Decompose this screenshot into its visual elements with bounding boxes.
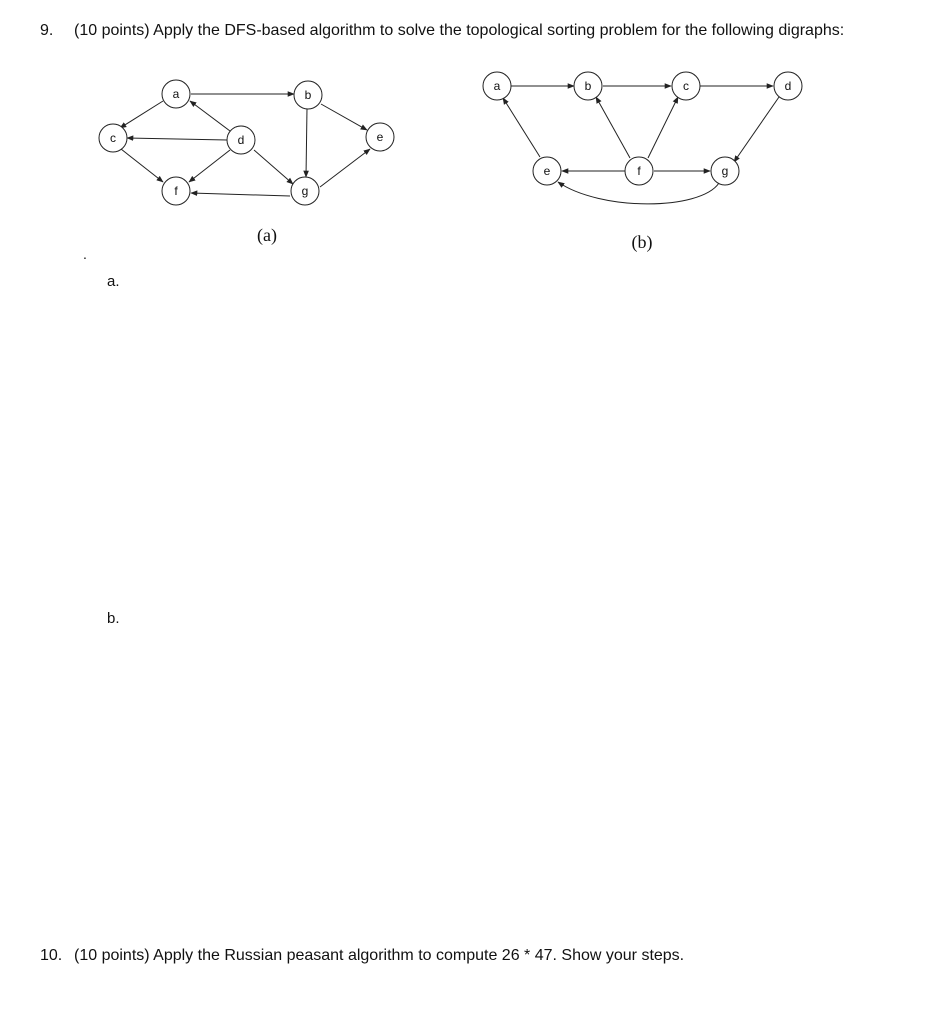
node-b	[574, 72, 602, 100]
edge-f-c	[648, 97, 678, 158]
digraph-a	[90, 70, 420, 250]
node-d	[774, 72, 802, 100]
edge-b-e	[321, 104, 367, 130]
edge-d-g	[734, 97, 779, 162]
svg-text:f: f	[637, 164, 641, 178]
node-f	[625, 157, 653, 185]
svg-text:c: c	[110, 131, 116, 145]
svg-text:e: e	[543, 164, 551, 178]
caption-a: (a)	[257, 225, 277, 245]
node-a	[162, 80, 190, 108]
edge-d-a	[190, 101, 230, 131]
svg-text:b: b	[304, 88, 312, 102]
edge-f-b	[596, 97, 630, 158]
node-c	[672, 72, 700, 100]
node-a	[483, 72, 511, 100]
node-f	[162, 177, 190, 205]
node-b	[294, 81, 322, 109]
edge-a-c	[120, 101, 163, 128]
answer-a-label: a.	[107, 273, 120, 290]
svg-text:a: a	[493, 79, 501, 93]
edge-d-c	[127, 138, 227, 140]
svg-text:g: g	[721, 164, 729, 178]
svg-text:g: g	[301, 184, 309, 198]
edge-d-g	[254, 150, 293, 184]
edge-g-e	[320, 149, 370, 187]
node-d	[227, 126, 255, 154]
stray-bullet: .	[83, 246, 87, 262]
caption-b: (b)	[631, 232, 653, 252]
svg-text:f: f	[174, 184, 178, 198]
question-10	[40, 944, 900, 970]
question-9-number: 9.	[40, 22, 54, 39]
svg-text:c: c	[683, 79, 689, 93]
digraph-b	[470, 66, 820, 256]
edge-d-f	[189, 150, 230, 182]
question-10-number: 10.	[40, 947, 63, 964]
node-c	[99, 124, 127, 152]
svg-text:b: b	[584, 79, 592, 93]
svg-text:d: d	[784, 79, 792, 93]
edge-e-a	[503, 98, 540, 157]
edge-g-f	[191, 193, 290, 196]
question-10-text: (10 points) Apply the Russian peasant algorithm to compute 26 * 47. Show your steps.	[74, 947, 685, 964]
node-g	[711, 157, 739, 185]
node-e	[366, 123, 394, 151]
svg-text:e: e	[376, 130, 384, 144]
question-9	[40, 19, 900, 69]
node-g	[291, 177, 319, 205]
answer-b-label: b.	[107, 610, 120, 627]
edge-b-g	[306, 108, 307, 177]
svg-text:d: d	[237, 133, 245, 147]
edge-c-f	[121, 149, 163, 182]
svg-text:a: a	[172, 87, 180, 101]
node-e	[533, 157, 561, 185]
question-9-text: (10 points) Apply the DFS-based algorithm to solve the topological sorting problem for the following digraphs:	[74, 22, 845, 39]
